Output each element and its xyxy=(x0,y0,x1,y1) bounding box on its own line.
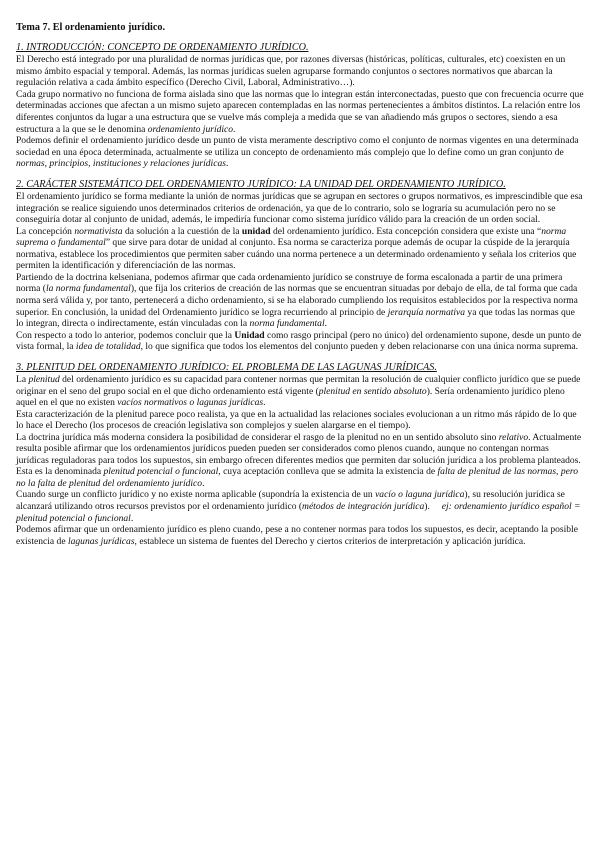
paragraph: La doctrina jurídica más moderna considera la posibilidad de considerar el rasgo de la plenitud no en un sentido absoluto sino relativo. Actualmente resulta posible afirmar que los ordenamientos jurídicos pueden pueden ser considerados como plenos cuando, aunque no contengan normas jurídicas reguladoras para todos los supuestos, sin embargo ofrecen diferentes medios que permiten dar solución jurídica a los problema planteados. Esta es la denominada plenitud potencial o funcional, cuya aceptación conlleva que se admita la existencia de falta de plenitud de las normas, pero no la falta de plenitud del ordenamiento jurídico. xyxy=(16,431,582,489)
paragraph: El Derecho está integrado por una pluralidad de normas jurídicas que, por razones diversas (históricas, políticas, culturales, etc) coexisten en un mismo ámbito espacial y temporal. Además, las normas jurídicas suelen agruparse formando conjuntos o sectores normativos que abarcan la regulación relativa a cada ámbito específico (Derecho Civil, Laboral, Administrativo…). xyxy=(16,54,566,89)
paragraph: Podemos afirmar que un ordenamiento jurídico es pleno cuando, pese a no contener normas para todos los supuestos, es decir, aceptando la posible existencia de lagunas jurídicas, establece un sistema de fuentes del Derecho y ciertos criterios de interpretación y aplicación jurídica. xyxy=(16,524,578,547)
paragraph: Esta caracterización de la plenitud parece poco realista, ya que en la actualidad las relaciones sociales evolucionan a un ritmo más rápido de lo que lo hace el Derecho (los procesos de creación legislativa son complejos y suelen alargarse en el tiempo). xyxy=(16,408,577,432)
paragraph: Cuando surge un conflicto jurídico y no existe norma aplicable (supondría la existencia de un vacío o laguna jurídica), su resolución jurídica se alcanzará utilizando otros recursos previstos por el ordenamiento jurídico (métodos de integración jurídica). ej: ordenamiento jurídico español = plenitud potencial o funcional. xyxy=(16,489,581,524)
section-caracter-sistematico xyxy=(16,178,584,353)
section-heading: 1. INTRODUCCIÓN: CONCEPTO DE ORDENAMIENTO JURÍDICO. xyxy=(16,42,309,53)
section-introduccion xyxy=(16,41,584,170)
section-heading: 3. PLENITUD DEL ORDENAMIENTO JURÍDICO: EL PROBLEMA DE LAS LAGUNAS JURÍDICAS. xyxy=(16,361,437,373)
paragraph: La concepción normativista da solución a la cuestión de la unidad del ordenamiento jurídico. Esta concepción considera que existe una “norma suprema o fundamental” que sirve para dotar de unidad al conjunto. Esa norma se caracteriza porque además de ocupar la cúspide de la jerarquía normativa, establece los procedimientos que permiten saber cuándo una norma pertenece a un determinado ordenamiento y señala los criterios que permiten la identificación y diferenciación de las normas. xyxy=(16,225,577,272)
section-plenitud xyxy=(16,361,584,548)
paragraph: El ordenamiento jurídico se forma mediante la unión de normas jurídicas que se agrupan en sectores o grupos normativos, es imprescindible que esa integración se realice siguiendo unos determinados criterios de ordenación, ya que de lo contrario, solo se lograría su acumulación pero no se conseguiría dotar al conjunto de unidad, además, le impediría funcionar como sistema jurídico válido para la creación de un orden social. xyxy=(16,191,583,226)
paragraph: La plenitud del ordenamiento jurídico es su capacidad para contener normas que permitan la resolución de cualquier conflicto jurídico que se puede originar en el seno del grupo social en el que dicho ordenamiento está vigente (plenitud en sentido absoluto). Sería ordenamiento jurídico pleno aquel en el que no existen vacíos normativos o lagunas jurídicas. xyxy=(16,374,581,409)
document-title: Tema 7. El ordenamiento jurídico. xyxy=(16,22,166,33)
paragraph: Podemos definir el ordenamiento jurídico desde un punto de vista meramente descriptivo como el conjunto de normas vigentes en una determinada sociedad en una época determinada, actualmente se utiliza un concepto de ordenamiento más complejo que lo define como un gran conjunto de normas, principios, instituciones y relaciones jurídicas. xyxy=(16,135,579,170)
section-heading: 2. CARÁCTER SISTEMÁTICO DEL ORDENAMIENTO JURÍDICO: LA UNIDAD DEL ORDENAMIENTO JURÍDICO. xyxy=(16,178,506,190)
paragraph: Con respecto a todo lo anterior, podemos concluir que la Unidad como rasgo principal (pero no único) del ordenamiento supone, desde un punto de vista formal, la idea de totalidad, lo que significa que todos los elementos del conjunto pueden y deben relacionarse con una única norma suprema. xyxy=(16,329,582,353)
paragraph: Cada grupo normativo no funciona de forma aislada sino que las normas que lo integran están interconectadas, puesto que con frecuencia ocurre que determinadas acciones que afectan a un mismo sujeto aparecen contempladas en las normas pertenecientes a ámbitos distintos. La relación entre los diferentes conjuntos da lugar a una estructura que se vuelve más compleja a medida que se van añadiendo más grupos o sectores, siendo a esa estructura a la que se le denomina ordenamiento jurídico. xyxy=(16,88,584,135)
paragraph: Partiendo de la doctrina kelseniana, podemos afirmar que cada ordenamiento jurídico se construye de forma escalonada a partir de una primera norma (la norma fundamental), que fija los criterios de creación de las normas que se encuentran situadas por debajo de ella, de tal forma que cada norma será válida y, por tanto, pertenecerá a dicho ordenamiento, si se ha elaborado cumpliendo los requisitos establecidos por la respectiva norma superior. En conclusión, la unidad del Ordenamiento jurídico se logra recurriendo al principio de jerarquía normativa ya que todas las normas que lo integran, directa o indirectamente, están vinculadas con la norma fundamental. xyxy=(16,271,578,330)
